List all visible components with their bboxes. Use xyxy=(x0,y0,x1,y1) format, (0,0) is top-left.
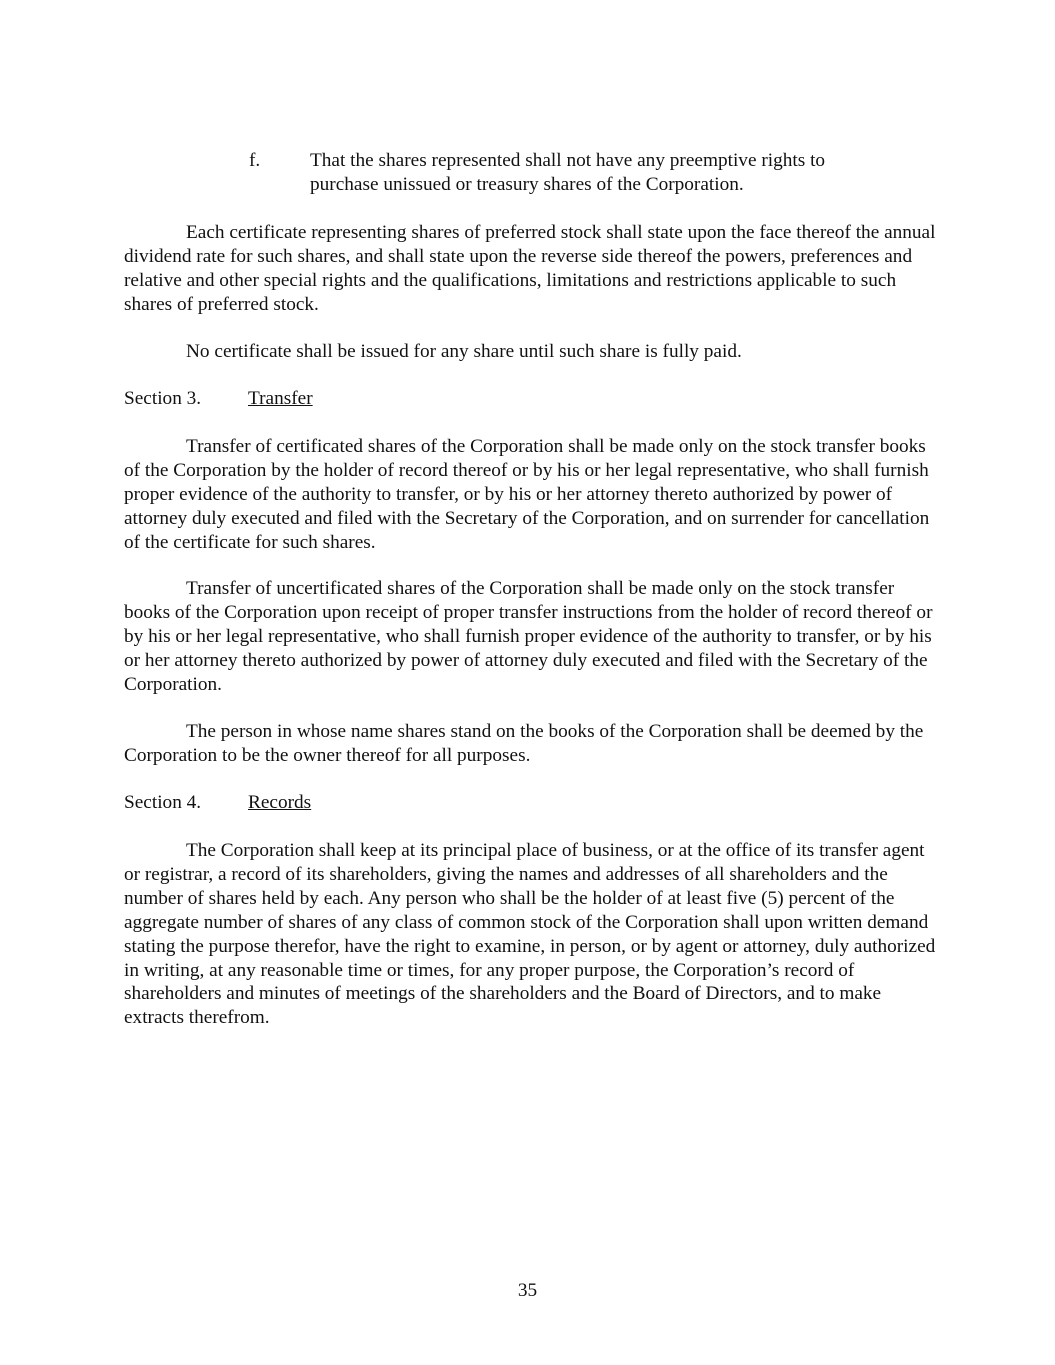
section-title: Records xyxy=(248,792,312,813)
section-heading-records xyxy=(124,791,311,815)
section-title: Transfer xyxy=(248,388,313,409)
list-item-marker: f. xyxy=(249,150,261,171)
paragraph-transfer-certificated: Transfer of certificated shares of the Corporation shall be made only on the stock transfer books of the Corporation by the holder of record thereof or by his or her legal representative, who shall furnish proper evidence of the authority to transfer, or by his or her attorney thereto authorized by power of attorney duly executed and filed with the Secretary of the Corporation, and on surrender for cancellation of the certificate for such shares. xyxy=(124,436,930,553)
section-number: Section 3. xyxy=(124,388,202,409)
paragraph-transfer-uncertificated: Transfer of uncertificated shares of the Corporation shall be made only on the stock transfer books of the Corporation upon receipt of proper transfer instructions from the holder of record thereof or by his or her legal representative, who shall furnish proper evidence of the authority to transfer, or by his or her attorney thereto authorized by power of attorney duly executed and filed with the Secretary of the Corporation. xyxy=(124,578,933,695)
list-item-text: That the shares represented shall not have any preemptive rights to purchase unissued or treasury shares of the Corporation. xyxy=(310,150,826,195)
section-heading-transfer xyxy=(124,387,313,411)
section-number: Section 4. xyxy=(124,792,202,813)
page-number: 35 xyxy=(517,1280,538,1301)
paragraph-records: The Corporation shall keep at its principal place of business, or at the office of its transfer agent or registrar, a record of its shareholders, giving the names and addresses of all shareholders and the number of shares held by each. Any person who shall be the holder of at least five (5) percent of the aggregate number of shares of any class of common stock of the Corporation shall upon written demand stating the purpose therefor, have the right to examine, in person, or by agent or attorney, duly authorized in writing, at any reasonable time or times, for any proper purpose, the Corporation’s record of shareholders and minutes of meetings of the shareholders and the Board of Directors, and to make extracts therefrom. xyxy=(124,840,936,1029)
paragraph-fully-paid: No certificate shall be issued for any share until such share is fully paid. xyxy=(186,341,742,362)
list-item-f xyxy=(249,149,889,197)
paragraph-certificate-statement: Each certificate representing shares of preferred stock shall state upon the face thereof the annual dividend rate for such shares, and shall state upon the reverse side thereof the powers, preferences and relative and other special rights and the qualifications, limitations and restrictions applicable to such shares of preferred stock. xyxy=(124,222,936,315)
paragraph-deemed-owner: The person in whose name shares stand on the books of the Corporation shall be deemed by the Corporation to be the owner thereof for all purposes. xyxy=(124,721,924,766)
